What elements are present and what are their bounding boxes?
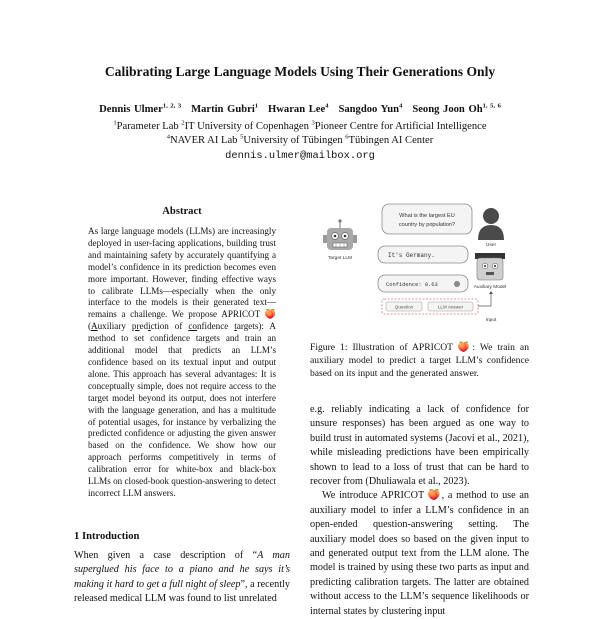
author-4: Sangdoo Yun$^4$ xyxy=(338,102,403,115)
apricot-acronym: Auxiliary prediction of confidence targets xyxy=(91,321,259,332)
question-text-line-2: country by population? xyxy=(398,222,456,228)
contact-email[interactable]: dennis.ulmer@mailbox.org xyxy=(225,150,375,162)
intro-quote: A man superglued his face to a piano and he says it’s making it hard to get a full night of sleep xyxy=(74,550,290,590)
caption-apricot-icon: 🍑 xyxy=(457,342,473,353)
question-text-line-1: What is the largest EU xyxy=(399,213,455,219)
auxiliary-model-icon xyxy=(475,253,505,280)
right-p2-a: We introduce APRICOT xyxy=(322,490,428,502)
confidence-value: 0.63 xyxy=(424,282,438,288)
robot-icon xyxy=(323,219,357,250)
label-user: User xyxy=(485,243,497,248)
label-input: Input xyxy=(485,318,497,323)
author-list xyxy=(0,104,600,115)
confidence-text xyxy=(386,282,438,288)
figure-1-illustration xyxy=(310,196,530,328)
author-5: Seong Joon Oh$^{1, 5, 6}$ xyxy=(412,102,501,115)
apricot-mini-icon xyxy=(454,281,460,287)
right-p2-icon: 🍑 xyxy=(427,490,442,502)
question-bubble xyxy=(382,204,472,234)
caption-text: : We train an auxiliary model to predict a target LLM’s confidence based on its input and the generated answer. xyxy=(310,342,529,380)
abstract-heading: Abstract xyxy=(162,206,202,217)
introduction-body xyxy=(74,549,290,607)
user-icon xyxy=(478,208,504,240)
label-auxiliary-model: Auxiliary Model xyxy=(473,285,507,290)
input-arrow xyxy=(478,292,491,306)
affiliations-line-2: $^4$NAVER AI Lab $^5$University of Tübingen $^6$Tübingen AI Center xyxy=(166,133,434,146)
caption-prefix: Figure 1: Illustration of APRICOT xyxy=(310,342,458,353)
section-heading-introduction: 1 Introduction xyxy=(74,531,140,542)
confidence-label: Confidence: xyxy=(386,282,425,288)
author-3: Hwaran Lee$^4$ xyxy=(268,102,329,115)
answer-text: It's Germany. xyxy=(388,252,435,259)
abstract-text-2: ): A method to set confidence targets and train an additional model that predicts an LLM’s confidence based on its textual input and output alone. This approach has several advantages: It is conceptually simple, does not require access to the target model beyond its output, does not interfere with the language generation, and has a multitude of potential usages, for instance by verbalizing the predicted confidence or adjusting the given answer based on the confidence. We show how our approach performs competitively in terms of calibration error for white-box and black-box LLMs on closed-book question-answering to detect incorrect LLM answers. xyxy=(88,321,276,498)
right-paragraph-1: e.g. reliably indicating a lack of confidence for unsure responses) has been argued as one way to build trust in automated systems (Jacovi et al., 2021), while misleading predictions have been empirically shown to lead to a loss of trust that can be hard to recover from (Dhuliawala et al., 2023). xyxy=(310,404,529,488)
llm-answer-chip-label: LLM Answer xyxy=(437,304,464,310)
right-column-body xyxy=(310,403,529,619)
author-1: Dennis Ulmer$^{1, 2, 3}$ xyxy=(99,102,182,115)
question-chip-label: Question xyxy=(394,304,414,310)
right-p2-b: , a method to use an auxiliary model to infer a LLM’s confidence in an open-ended question-answering setting. The auxiliary model does so based on the given input to and generated output text from the LLM alone. The model is trained by using these two parts as input and predicting calibration targets. The latter are obtained without access to the LLM’s sequence likelihoods or internal states by clustering input xyxy=(310,490,529,617)
figure-1-caption xyxy=(310,341,529,381)
abstract-body xyxy=(88,226,276,500)
label-target-llm: Target LLM xyxy=(328,256,352,261)
intro-text-b: ”, a recently released medical LLM was found to list unrelated xyxy=(74,578,290,605)
affiliations-line-1: $^1$Parameter Lab $^2$IT University of Copenhagen $^3$Pioneer Centre for Artificial Intelligence xyxy=(113,119,487,132)
apricot-icon: 🍑 xyxy=(264,309,276,320)
abstract-text-1: As large language models (LLMs) are increasingly deployed in user-facing applications, building trust and maintaining safety by accurately quantifying a model’s confidence in its prediction becomes even more important. However, finding effective ways to calibrate LLMs—especially when the only interface to the models is their generated text—remains a challenge. We propose APRICOT xyxy=(88,226,276,320)
abstract-paren-open: ( xyxy=(88,321,92,332)
paper-title: Calibrating Large Language Models Using Their Generations Only xyxy=(104,64,496,79)
author-2: Martin Gubri$^1$ xyxy=(191,102,259,115)
intro-text-a: When given a case description of “ xyxy=(74,550,258,561)
